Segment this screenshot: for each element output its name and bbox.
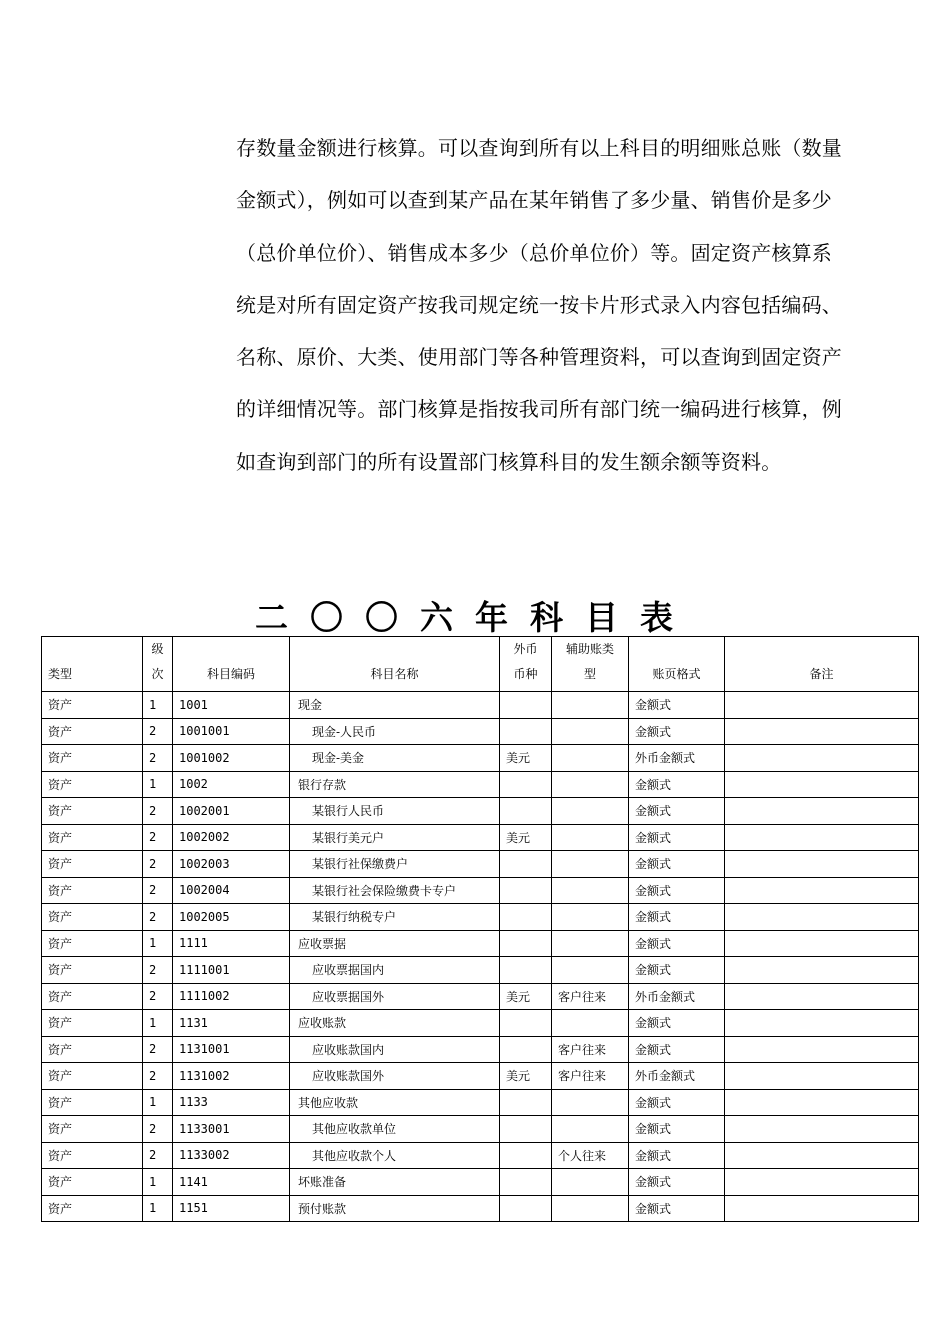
cell-code: 1133002 bbox=[173, 1142, 290, 1169]
cell-name: 现金-人民币 bbox=[290, 718, 500, 745]
table-row bbox=[42, 745, 919, 772]
cell-type: 资产 bbox=[42, 851, 143, 878]
cell-format: 金额式 bbox=[629, 718, 725, 745]
cell-name: 某银行美元户 bbox=[290, 824, 500, 851]
cell-format: 金额式 bbox=[629, 1089, 725, 1116]
cell-aux bbox=[552, 851, 629, 878]
cell-level: 2 bbox=[143, 877, 173, 904]
table-row bbox=[42, 718, 919, 745]
cell-currency bbox=[500, 904, 552, 931]
cell-code: 1002004 bbox=[173, 877, 290, 904]
header-aux-line2: 型 bbox=[583, 667, 596, 681]
cell-currency bbox=[500, 1010, 552, 1037]
cell-remark bbox=[725, 957, 919, 984]
cell-name: 应收账款国外 bbox=[290, 1063, 500, 1090]
cell-level: 2 bbox=[143, 851, 173, 878]
header-currency bbox=[500, 637, 552, 692]
table-row bbox=[42, 1010, 919, 1037]
cell-code: 1141 bbox=[173, 1169, 290, 1196]
cell-type: 资产 bbox=[42, 1169, 143, 1196]
account-table bbox=[41, 636, 919, 1222]
table-row bbox=[42, 851, 919, 878]
header-aux bbox=[552, 637, 629, 692]
cell-type: 资产 bbox=[42, 1142, 143, 1169]
cell-aux bbox=[552, 877, 629, 904]
cell-aux bbox=[552, 745, 629, 772]
table-row bbox=[42, 957, 919, 984]
cell-type: 资产 bbox=[42, 930, 143, 957]
cell-remark bbox=[725, 1089, 919, 1116]
cell-format: 金额式 bbox=[629, 957, 725, 984]
table-body bbox=[42, 692, 919, 1222]
cell-level: 2 bbox=[143, 745, 173, 772]
cell-code: 1002 bbox=[173, 771, 290, 798]
cell-remark bbox=[725, 1116, 919, 1143]
cell-name: 预付账款 bbox=[290, 1195, 500, 1222]
cell-code: 1002002 bbox=[173, 824, 290, 851]
cell-name: 应收票据 bbox=[290, 930, 500, 957]
header-name: 科目名称 bbox=[290, 637, 500, 692]
table-row bbox=[42, 1116, 919, 1143]
cell-type: 资产 bbox=[42, 983, 143, 1010]
cell-type: 资产 bbox=[42, 1195, 143, 1222]
paragraph-line: 金额式），例如可以查到某产品在某年销售了多少量、销售价是多少 bbox=[236, 188, 832, 213]
cell-currency: 美元 bbox=[500, 983, 552, 1010]
cell-level: 1 bbox=[143, 1169, 173, 1196]
table-row bbox=[42, 771, 919, 798]
cell-aux bbox=[552, 798, 629, 825]
cell-aux bbox=[552, 824, 629, 851]
table-row bbox=[42, 798, 919, 825]
cell-name: 其他应收款个人 bbox=[290, 1142, 500, 1169]
cell-name: 应收账款国内 bbox=[290, 1036, 500, 1063]
cell-level: 2 bbox=[143, 957, 173, 984]
header-code: 科目编码 bbox=[173, 637, 290, 692]
table-row bbox=[42, 1063, 919, 1090]
cell-name: 银行存款 bbox=[290, 771, 500, 798]
cell-remark bbox=[725, 1010, 919, 1037]
cell-currency bbox=[500, 1036, 552, 1063]
cell-remark bbox=[725, 930, 919, 957]
cell-remark bbox=[725, 824, 919, 851]
cell-currency: 美元 bbox=[500, 745, 552, 772]
header-level bbox=[143, 637, 173, 692]
cell-format: 金额式 bbox=[629, 771, 725, 798]
cell-remark bbox=[725, 1142, 919, 1169]
cell-name: 坏账准备 bbox=[290, 1169, 500, 1196]
cell-format: 金额式 bbox=[629, 1195, 725, 1222]
header-level-line1: 级 bbox=[151, 642, 164, 656]
cell-currency bbox=[500, 957, 552, 984]
cell-remark bbox=[725, 904, 919, 931]
cell-name: 应收票据国外 bbox=[290, 983, 500, 1010]
cell-code: 1111 bbox=[173, 930, 290, 957]
cell-type: 资产 bbox=[42, 1116, 143, 1143]
header-format: 账页格式 bbox=[629, 637, 725, 692]
cell-remark bbox=[725, 798, 919, 825]
cell-code: 1001 bbox=[173, 692, 290, 719]
cell-aux bbox=[552, 957, 629, 984]
header-type: 类型 bbox=[42, 637, 143, 692]
cell-currency bbox=[500, 1169, 552, 1196]
cell-remark bbox=[725, 1063, 919, 1090]
cell-type: 资产 bbox=[42, 877, 143, 904]
cell-currency: 美元 bbox=[500, 824, 552, 851]
cell-remark bbox=[725, 771, 919, 798]
cell-format: 金额式 bbox=[629, 930, 725, 957]
cell-type: 资产 bbox=[42, 1010, 143, 1037]
cell-format: 金额式 bbox=[629, 1010, 725, 1037]
cell-currency bbox=[500, 930, 552, 957]
cell-currency bbox=[500, 1195, 552, 1222]
cell-format: 金额式 bbox=[629, 824, 725, 851]
cell-name: 其他应收款单位 bbox=[290, 1116, 500, 1143]
cell-type: 资产 bbox=[42, 745, 143, 772]
cell-code: 1131001 bbox=[173, 1036, 290, 1063]
cell-level: 1 bbox=[143, 771, 173, 798]
table-row bbox=[42, 1036, 919, 1063]
cell-format: 金额式 bbox=[629, 904, 725, 931]
cell-code: 1002001 bbox=[173, 798, 290, 825]
cell-aux: 个人往来 bbox=[552, 1142, 629, 1169]
cell-aux bbox=[552, 930, 629, 957]
cell-level: 2 bbox=[143, 1063, 173, 1090]
cell-aux bbox=[552, 1195, 629, 1222]
cell-name: 某银行纳税专户 bbox=[290, 904, 500, 931]
cell-name: 现金 bbox=[290, 692, 500, 719]
cell-aux bbox=[552, 1010, 629, 1037]
table-row bbox=[42, 1195, 919, 1222]
cell-type: 资产 bbox=[42, 1089, 143, 1116]
cell-remark bbox=[725, 745, 919, 772]
table-row bbox=[42, 692, 919, 719]
cell-type: 资产 bbox=[42, 798, 143, 825]
cell-format: 金额式 bbox=[629, 1169, 725, 1196]
cell-code: 1111001 bbox=[173, 957, 290, 984]
table-row bbox=[42, 904, 919, 931]
cell-format: 外币金额式 bbox=[629, 983, 725, 1010]
cell-type: 资产 bbox=[42, 1063, 143, 1090]
cell-format: 金额式 bbox=[629, 1116, 725, 1143]
cell-currency bbox=[500, 798, 552, 825]
paragraph-line: 存数量金额进行核算。可以查询到所有以上科目的明细账总账（数量 bbox=[236, 136, 842, 160]
cell-format: 外币金额式 bbox=[629, 745, 725, 772]
cell-level: 2 bbox=[143, 904, 173, 931]
cell-remark bbox=[725, 1169, 919, 1196]
cell-aux: 客户往来 bbox=[552, 1036, 629, 1063]
cell-type: 资产 bbox=[42, 771, 143, 798]
cell-code: 1133 bbox=[173, 1089, 290, 1116]
cell-level: 2 bbox=[143, 1142, 173, 1169]
body-paragraph bbox=[236, 122, 908, 488]
cell-aux: 客户往来 bbox=[552, 1063, 629, 1090]
cell-format: 金额式 bbox=[629, 851, 725, 878]
cell-code: 1002003 bbox=[173, 851, 290, 878]
cell-name: 某银行人民币 bbox=[290, 798, 500, 825]
cell-code: 1001002 bbox=[173, 745, 290, 772]
cell-type: 资产 bbox=[42, 957, 143, 984]
cell-remark bbox=[725, 851, 919, 878]
table-row bbox=[42, 1142, 919, 1169]
cell-level: 1 bbox=[143, 1195, 173, 1222]
table-row bbox=[42, 930, 919, 957]
cell-name: 其他应收款 bbox=[290, 1089, 500, 1116]
cell-aux bbox=[552, 692, 629, 719]
cell-level: 1 bbox=[143, 1010, 173, 1037]
cell-remark bbox=[725, 1195, 919, 1222]
cell-currency bbox=[500, 771, 552, 798]
cell-remark bbox=[725, 692, 919, 719]
header-aux-line1: 辅助账类 bbox=[565, 642, 614, 656]
cell-level: 2 bbox=[143, 798, 173, 825]
cell-format: 外币金额式 bbox=[629, 1063, 725, 1090]
cell-aux bbox=[552, 1169, 629, 1196]
table-row bbox=[42, 824, 919, 851]
paragraph-line: （总价单位价）、销售成本多少（总价单位价）等。固定资产核算系 bbox=[236, 240, 832, 265]
paragraph-line: 的详细情况等。部门核算是指按我司所有部门统一编码进行核算，例 bbox=[236, 397, 842, 422]
cell-level: 2 bbox=[143, 824, 173, 851]
cell-code: 1133001 bbox=[173, 1116, 290, 1143]
paragraph-line: 名称、原价、大类、使用部门等各种管理资料，可以查询到固定资产 bbox=[236, 345, 842, 370]
cell-currency: 美元 bbox=[500, 1063, 552, 1090]
cell-format: 金额式 bbox=[629, 1142, 725, 1169]
cell-aux bbox=[552, 1116, 629, 1143]
table-row bbox=[42, 877, 919, 904]
table-row bbox=[42, 1169, 919, 1196]
cell-code: 1151 bbox=[173, 1195, 290, 1222]
cell-type: 资产 bbox=[42, 692, 143, 719]
header-remark: 备注 bbox=[725, 637, 919, 692]
cell-code: 1111002 bbox=[173, 983, 290, 1010]
cell-currency bbox=[500, 877, 552, 904]
cell-code: 1002005 bbox=[173, 904, 290, 931]
cell-aux bbox=[552, 718, 629, 745]
table-header-row bbox=[42, 637, 919, 692]
cell-level: 2 bbox=[143, 718, 173, 745]
paragraph-line: 统是对所有固定资产按我司规定统一按卡片形式录入内容包括编码、 bbox=[236, 292, 842, 317]
cell-level: 2 bbox=[143, 1116, 173, 1143]
cell-remark bbox=[725, 983, 919, 1010]
cell-type: 资产 bbox=[42, 1036, 143, 1063]
cell-format: 金额式 bbox=[629, 1036, 725, 1063]
cell-aux bbox=[552, 904, 629, 931]
table-row bbox=[42, 983, 919, 1010]
cell-level: 1 bbox=[143, 1089, 173, 1116]
cell-level: 2 bbox=[143, 983, 173, 1010]
cell-name: 某银行社保缴费户 bbox=[290, 851, 500, 878]
cell-currency bbox=[500, 851, 552, 878]
cell-type: 资产 bbox=[42, 824, 143, 851]
cell-level: 2 bbox=[143, 1036, 173, 1063]
cell-name: 现金-美金 bbox=[290, 745, 500, 772]
header-currency-line2: 币种 bbox=[513, 667, 538, 681]
cell-type: 资产 bbox=[42, 904, 143, 931]
cell-level: 1 bbox=[143, 930, 173, 957]
cell-name: 应收票据国内 bbox=[290, 957, 500, 984]
table-row bbox=[42, 1089, 919, 1116]
cell-remark bbox=[725, 718, 919, 745]
header-currency-line1: 外币 bbox=[513, 642, 538, 656]
cell-currency bbox=[500, 1116, 552, 1143]
cell-name: 应收账款 bbox=[290, 1010, 500, 1037]
cell-aux bbox=[552, 1089, 629, 1116]
paragraph-line: 如查询到部门的所有设置部门核算科目的发生额余额等资料。 bbox=[236, 449, 782, 474]
cell-remark bbox=[725, 1036, 919, 1063]
cell-remark bbox=[725, 877, 919, 904]
header-level-line2: 次 bbox=[151, 667, 164, 681]
cell-aux bbox=[552, 771, 629, 798]
cell-type: 资产 bbox=[42, 718, 143, 745]
cell-currency bbox=[500, 718, 552, 745]
cell-level: 1 bbox=[143, 692, 173, 719]
table-title: 二〇〇六年科目表 bbox=[255, 598, 695, 637]
cell-format: 金额式 bbox=[629, 877, 725, 904]
cell-code: 1131002 bbox=[173, 1063, 290, 1090]
cell-format: 金额式 bbox=[629, 798, 725, 825]
cell-aux: 客户往来 bbox=[552, 983, 629, 1010]
cell-currency bbox=[500, 692, 552, 719]
cell-format: 金额式 bbox=[629, 692, 725, 719]
cell-code: 1131 bbox=[173, 1010, 290, 1037]
cell-currency bbox=[500, 1142, 552, 1169]
cell-code: 1001001 bbox=[173, 718, 290, 745]
cell-name: 某银行社会保险缴费卡专户 bbox=[290, 877, 500, 904]
cell-currency bbox=[500, 1089, 552, 1116]
